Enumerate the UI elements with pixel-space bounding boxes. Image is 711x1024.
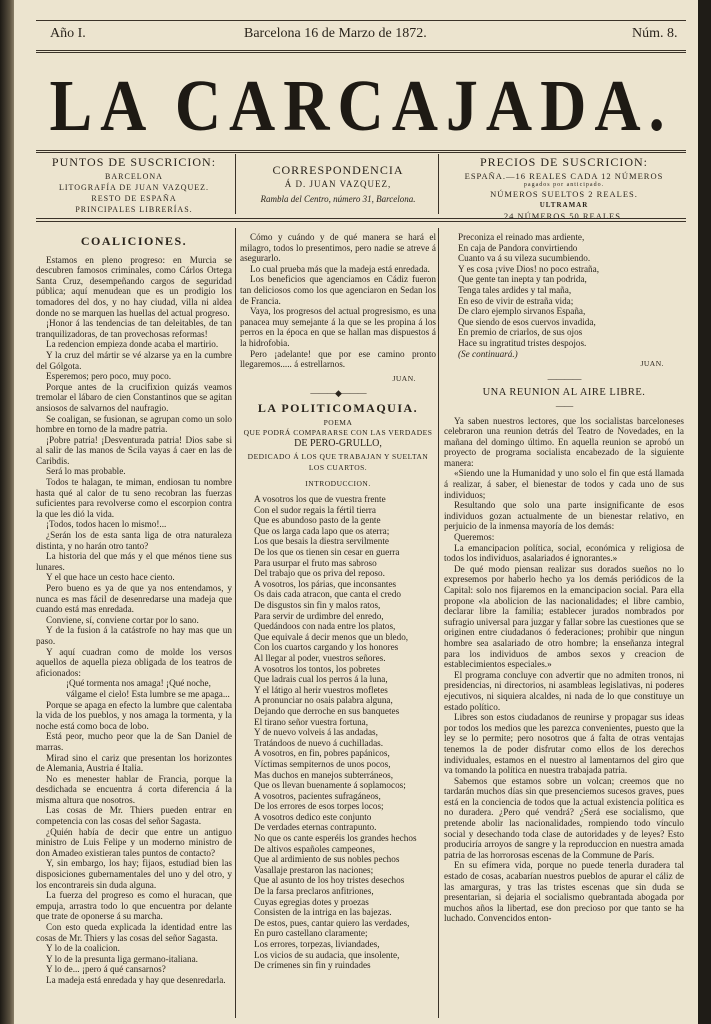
verse-line: Que es abundoso pasto de la gente: [254, 515, 381, 526]
paragraph: Y lo de la presunta liga germano-italiana.: [46, 953, 198, 964]
verse-line: Que os llevan buenamente á soplamocos;: [254, 780, 406, 791]
paragraph: De qué modo piensan realizar sus dorados sueños no lo expresemos por haberlo hecho ya los demás periódicos de la Capital: solo nos fijaremos en la emancipacion social. Para ella propone «la abolicion de las nacionalidades; el libre cambio, declarar libre la familia; establecer jurados nombrados por sufragio universal para juzgar y fallar sobre las cuestiones que se originen entre ciudadanos ó federaciones; prohibir que ningun hombre sea asalariado de otro hombre; la enseñanza integral para los individuos de ambos sexos y creacion de establecimientos especiales.»: [444, 563, 684, 670]
verse-line: Tenga tales ardides y tal maña,: [458, 284, 572, 295]
poem-title: LA POLITICOMAQUIA.: [257, 400, 419, 415]
verse-line: Con el sudor regais la fértil tierra: [254, 504, 376, 515]
paragraph: La fuerza del progreso es como el huracan, que empuja, arrastra todo lo que encuentra por delante que trate de oponerse á su marcha.: [36, 890, 232, 922]
column-divider: [438, 228, 439, 1018]
verse-line: Dejando que derroche en sus banquetes: [254, 705, 400, 716]
verse-line: En premio de criarlos, de sus ojos: [458, 327, 583, 338]
issue-number: Núm. 8.: [632, 26, 678, 41]
quoted-verse: ¡Qué tormenta nos amaga! ¡Qué noche, válgame el cielo! Esta lumbre se me apaga...: [66, 678, 230, 699]
paragraph: Y de la fusion á la catástrofe no hay mas que un paso.: [36, 625, 232, 646]
paragraph: ¡Todos, todos hacen lo mismo!...: [46, 519, 167, 530]
verse-line: Los que besais la diestra servilmente: [254, 536, 389, 547]
paragraph: Estamos en pleno progreso: en Murcia se descubren famosos criminales, como Cárlos Ortega Santa Cruz, desempeñando cargos de seguridad pública; aquí menudean que es un prodigio los tomadores del dos, y no hay ciudad, villa ni aldea donde no se marquen las huellas del actual progreso.: [36, 254, 232, 318]
verse-line: Los errores, torpezas, liviandades,: [254, 939, 380, 949]
paragraph: Mirad sino el cariz que presentan los horizontes de Alemania, Austria é Italia.: [36, 752, 232, 774]
poem-dedication: DEDICADO Á LOS QUE TRABAJAN Y SUELTAN LOS CUARTOS.: [247, 452, 429, 472]
paragraph: Porque se apaga en efecto la lumbre que calentaba la vida de los pueblos, y nos amaga la tormenta, y la noche está como boca de lobo.: [36, 699, 232, 731]
paragraph: Y lo de... ¡pero á qué cansarnos?: [46, 964, 166, 975]
verse-line: Hace su ingratitud tristes despojos.: [458, 337, 587, 348]
top-bar: [36, 24, 686, 50]
verse-line: No que os cante esperéis los grandes hechos: [254, 833, 417, 844]
subscription-points-heading: PUNTOS DE SUSCRICION:: [51, 155, 217, 169]
paragraph: Todos te halagan, te miman, endiosan tu nombre hasta qué al calor de tu seno recobran las fuerzas suficientes para revolverse como el escorpion contra la que les dió la vida.: [36, 477, 232, 519]
verse-line: De claro ejemplo sirvanos España,: [458, 306, 586, 317]
verse-line: A vosotros, los párias, que inconsantes: [254, 578, 397, 589]
paragraph: Pero bueno es ya de que ya nos entendamos, y nunca es mas fácil de desenredarse una madeja que cuando está mas enredada.: [36, 583, 232, 615]
paragraph: Conviene, sí, conviene cortar por lo sano.: [46, 614, 199, 625]
poem-intro-label: INTRODUCCION.: [305, 479, 371, 489]
paragraph: En su efímera vida, porque no puede tenerla duradera tal estado de cosas, acabarían nuestros pueblos de apurar el cáliz de las amarguras, y tras las tristes escenas que sin duda se presentarian, si dejaria el socialismo quebrantada abogada por muchos años la libertad, ese don precioso por que tanto se ha luchado. Convencidos enton-: [444, 860, 684, 924]
verse-line: De verdades eternas contrapunto.: [254, 822, 377, 833]
verse-line: Cuanto va á su vileza sucumbiendo.: [458, 253, 591, 264]
book-binding: [0, 0, 14, 1024]
paragraph: Y el que hace un cesto hace ciento.: [46, 572, 175, 583]
verse-line: De crímenes sin fin y ruindades: [254, 960, 371, 971]
paragraph: Pero ¡adelante! que por ese camino pronto llegaremos..... á estrellarnos.: [240, 348, 436, 370]
column-1: [36, 232, 232, 1022]
verse-line: Mas duchos en manejos subterráneos,: [254, 769, 394, 780]
verse-line: Que siendo de esos cuervos invadida,: [458, 316, 596, 327]
verse-line: De disgustos sin fin y malos ratos,: [254, 600, 381, 610]
verse-line: Preconiza el reinado mas ardiente,: [458, 232, 585, 242]
verse-line: A pronunciar no osais palabra alguna,: [254, 695, 393, 706]
mast-bottom-rule: [36, 218, 686, 219]
poem-subtitle: QUE PODRÁ COMPARARSE CON LAS VERDADES: [243, 428, 433, 438]
newspaper-title: LA CARCAJADA.: [49, 64, 673, 147]
paragraph: La emancipacion política, social, económica y religiosa de todos los individuos, asalariados é ignorantes.»: [444, 542, 684, 564]
column-3: [444, 232, 684, 1022]
verse-line: Que equivale á decir menos que un bledo,: [254, 631, 409, 642]
verse-line: Con los cuartos cargando y los honores: [254, 642, 399, 653]
dateline: Barcelona 16 de Marzo de 1872.: [244, 26, 427, 41]
paragraph: Y aquí cuadran como de molde los versos aquellos de aquella pieza obligada de los teatros de aficionados:: [36, 646, 232, 678]
price-overseas-label: ULTRAMAR: [539, 201, 589, 209]
column-2: [240, 232, 436, 1022]
verse-line: Que ladrais cual los perros á la luna,: [254, 674, 388, 685]
paragraph: Cómo y cuándo y de qué manera se hará el milagro, todos lo presentimos, pero nadie se atreve á asegurarlo.: [240, 232, 436, 264]
price-note: pagados por anticipado.: [523, 182, 605, 188]
paragraph: Ya saben nuestros lectores, que los socialistas barceloneses celebraron una reunion detrás del Teatro de Novedades, en la mañana del domingo último. En aquella reunion se aprobó un proyecto de programa socialista encabezado de la siguiente manera:: [444, 415, 684, 468]
column-divider: [235, 228, 236, 1018]
price-overseas: 24 NÚMEROS 50 REALES.: [503, 211, 625, 221]
paragraph: Y, sin embargo, los hay; fijaos, estudiad bien las disposiciones gubernamentales del uno y del otro, y los encontrareis sin duda alguna.: [36, 858, 232, 890]
verse-line: Y es cosa ¡vive Dios! no poco estraña,: [458, 263, 600, 274]
poem-author: DE PERO-GRULLO,: [294, 437, 382, 449]
article-heading-coaliciones: COALICIONES.: [80, 234, 188, 248]
poem-label: POEMA: [323, 417, 353, 427]
top-double-rule: [36, 50, 686, 53]
verse-line: De altivos españoles campeones,: [254, 843, 375, 854]
masthead-prices: [444, 156, 684, 222]
mast-divider: [438, 154, 439, 214]
paragraph: Resultando que solo una parte insignificante de esos individuos gozan actualmente de un bienestar relativo, en perjuicio de la inmensa mayoría de los demás:: [444, 500, 684, 532]
verse-line: De los que os tienen sin cesar en guerra: [254, 547, 400, 558]
paragraph: Sabemos que estamos sobre un volcan; creemos que no tardarán muchos días sin que presenciemos sucesos graves, pues está en la conciencia de todos que la actual existencia política es no duradera. ¿Pero qué vendrá? ¿Será ese socialismo, que pretende abolir las nacionalidades, rompiendo todo vínculo social y desechando toda clase de autoridades y de leyes? Esto produciría arroyos de sangre y la reproduccion en nuestra amada patria de las horrorosas escenas de la Commune de París.: [444, 775, 684, 860]
signature: JUAN.: [392, 373, 416, 383]
ornament-divider: ——: [555, 400, 573, 411]
paragraph: ¡Pobre patria! ¡Desventurada patria! Dios sabe si al salir de las manos de Scila vayas á caer en las de Caribdis.: [36, 434, 232, 466]
paragraph: Con esto queda explicada la identidad entre las cosas de Mr. Thiers y las cosas del señor Sagasta.: [36, 922, 232, 943]
paragraph: Libres son estos ciudadanos de reunirse y propagar sus ideas por todos los medios que les parezca convenientes, puesto que la ley se lo permite; pero nosotros que á falta de otras ventajas tenemos la de poder disfrutar como ellos de los derechos individuales, estamos en el nuestro al lamentarnos del giro que va tomando la política en nuestra trabajada patria.: [444, 712, 684, 776]
verse-line: Que os larga cada lapo que os aterra;: [254, 525, 390, 536]
paragraph: Está peor, mucho peor que la de San Daniel de marras.: [36, 731, 232, 752]
paragraph: ¿Quién había de decir que entre un antiguo ministro de Luis Felipe y un moderno ministro de don Amadeo existieran tales puntos de contacto?: [36, 826, 232, 858]
masthead-line: PRINCIPALES LIBRERÍAS.: [75, 205, 193, 214]
paragraph: Esperemos; pero poco, muy poco.: [46, 371, 172, 382]
verse-line: Que gente tan inepta y tan podrida,: [458, 274, 587, 285]
verse-line: A vosotros dedico este conjunto: [254, 811, 372, 822]
verse-line: En caja de Pandora convirtiendo: [458, 242, 578, 253]
masthead-line: RESTO DE ESPAÑA: [91, 194, 177, 203]
correspondence-address: Rambla del Centro, número 31, Barcelona.: [260, 194, 416, 204]
top-rule: [36, 20, 686, 21]
mast-divider: [235, 154, 236, 214]
continued-note: (Se continuará.): [458, 348, 518, 359]
mast-double-rule: [36, 150, 686, 153]
verse-line: Cuyas egregias dotes y proezas: [254, 896, 369, 907]
newspaper-page: [14, 0, 698, 1024]
verse-line: Al llegar al poder, vuestros señores.: [254, 652, 386, 663]
paragraph: Las cosas de Mr. Thiers pueden entrar en competencia con las cosas del señor Sagasta.: [36, 805, 232, 827]
paragraph: Porque antes de la crucifixion quizás veamos tremolar el lábaro de cien Constantinos que se agitan ansiosos de salvarnos del naufragio.: [36, 381, 232, 413]
prices-heading: PRECIOS DE SUSCRICION:: [479, 155, 649, 169]
paragraph: El programa concluye con advertir que no admiten tronos, ni presidencias, ni directorios, ni asambleas legislativas, ni poderes ejecutivos, ni siquiera alcaldes, ni nada de lo que constituye un estado político.: [444, 669, 684, 712]
verse-line: Víctimas sempiternos de unos pocos,: [254, 758, 391, 769]
verse-line: Consisten de la intriga en las bajezas.: [254, 907, 392, 918]
price-loose: NÚMEROS SUELTOS 2 REALES.: [490, 189, 638, 199]
verse-line: A vosotros los tontos, los pobretes: [254, 663, 381, 674]
price-spain: ESPAÑA.—16 REALES CADA 12 NÚMEROS: [464, 171, 664, 181]
verse-line: A vosotros, pacientes sufragáneos,: [254, 790, 381, 801]
verse-line: Tratándoos de nuevo á cuchilladas.: [254, 737, 384, 748]
article-heading-reunion: UNA REUNION AL AIRE LIBRE.: [482, 387, 646, 399]
verse-line: Vasallaje prestaron las naciones;: [254, 864, 374, 875]
verse-line: Los vicios de su audacia, que insolente,: [254, 949, 400, 960]
correspondence-to: Á D. JUAN VAZQUEZ,: [284, 179, 392, 189]
verse-line: Que al ardimiento de sus nobles pechos: [254, 854, 400, 865]
verse-line: Y de nuevo volveis á las andadas,: [254, 727, 378, 738]
mast-bottom-rule: [36, 221, 686, 222]
paragraph: Vaya, los progresos del actual progresismo, es una panacea muy semejante á la que se les propina á los perros en la época en que se hallan mas dispuestos á la hidrofobia.: [240, 306, 436, 348]
verse-line: A vosotros los que de vuestra frente: [254, 494, 386, 505]
verse-line: Del trabajo que os priva del reposo.: [254, 568, 385, 579]
verse-line: En puro castellano claramente;: [254, 928, 368, 939]
paragraph: La historia del que más y el que ménos tiene sus lunares.: [36, 551, 232, 572]
paragraph: «Siendo une la Humanidad y uno solo el fin que está llamada á realizar, á saber, el bienestar de todos y cada uno de sus individuos;: [444, 468, 684, 500]
ornament-divider: ———◆———: [310, 388, 366, 399]
verse-line: Que al asunto de los hoy tristes desechos: [254, 875, 405, 886]
verse-line: Para usurpar el fruto mas sabroso: [254, 557, 377, 568]
correspondence-heading: CORRESPONDENCIA: [272, 163, 404, 177]
verse-line: Para servir de urdimbre del enredo,: [254, 610, 384, 621]
paragraph: Queremos:: [454, 532, 495, 543]
paragraph: Será lo mas probable.: [46, 466, 126, 477]
paragraph: La madeja está enredada y hay que desenredarla.: [46, 974, 226, 985]
paragraph: No es menester hablar de Francia, porque la desdichada se encuentra á corta diferencia á la misma altura que nosotros.: [36, 773, 232, 805]
poem-verses: [240, 494, 436, 971]
paragraph: Y la cruz del mártir se vé alzarse ya en la cumbre del Gólgota.: [36, 349, 232, 371]
verse-line: Os dais cada atracon, que canta el credo: [254, 589, 401, 600]
verse-line: El tirano señor vuestra fortuna,: [254, 716, 369, 727]
paragraph: La redencion empieza donde acaba el martirio.: [46, 339, 219, 350]
verse-line: Quedándoos con nada entre los platos,: [254, 621, 396, 632]
paragraph: Se coaligan, se fusionan, se agrupan como un solo hombre en torno de la madre patria.: [36, 413, 232, 435]
paragraph: ¿Serán los de esta santa liga de otra naturaleza distinta, y no harán otro tanto?: [36, 530, 232, 551]
paragraph: Los beneficios que agenciamos en Cádiz fueron tan deliciosos como los que agenciaron en Sedan los de Francia.: [240, 274, 436, 306]
verse-line: De la farsa preclaros anfitriones,: [254, 886, 374, 897]
ornament-divider: ————: [547, 373, 581, 384]
verse-line: A vosotros, en fin, pobres papánicos,: [254, 748, 390, 759]
scan-edge: [698, 0, 711, 1024]
paragraph: ¡Honor á las tendencias de tan deleitables, de tan tranquilizadoras, de tan provechosas reformas!: [36, 318, 232, 339]
masthead-line: LITOGRAFÍA DE JUAN VAZQUEZ.: [58, 183, 210, 192]
masthead-line: BARCELONA: [105, 172, 163, 181]
verse-line: Y el látigo al herir vuestros mofletes: [254, 684, 388, 695]
masthead-subscription-points: [36, 156, 232, 215]
paragraph: Lo cual prueba más que la madeja está enredada.: [250, 263, 430, 274]
issue-year: Año I.: [50, 26, 86, 41]
paragraph: Y lo de la coalicion.: [46, 943, 120, 954]
verse-line: De los errores de esos torpes locos;: [254, 801, 384, 812]
masthead-correspondence: [240, 164, 436, 205]
verse-line: De estos, pues, cantar quiero las verdades,: [254, 917, 410, 928]
verse-line: En eso de vivir de estraña vida;: [458, 295, 574, 306]
signature: JUAN.: [640, 359, 664, 369]
